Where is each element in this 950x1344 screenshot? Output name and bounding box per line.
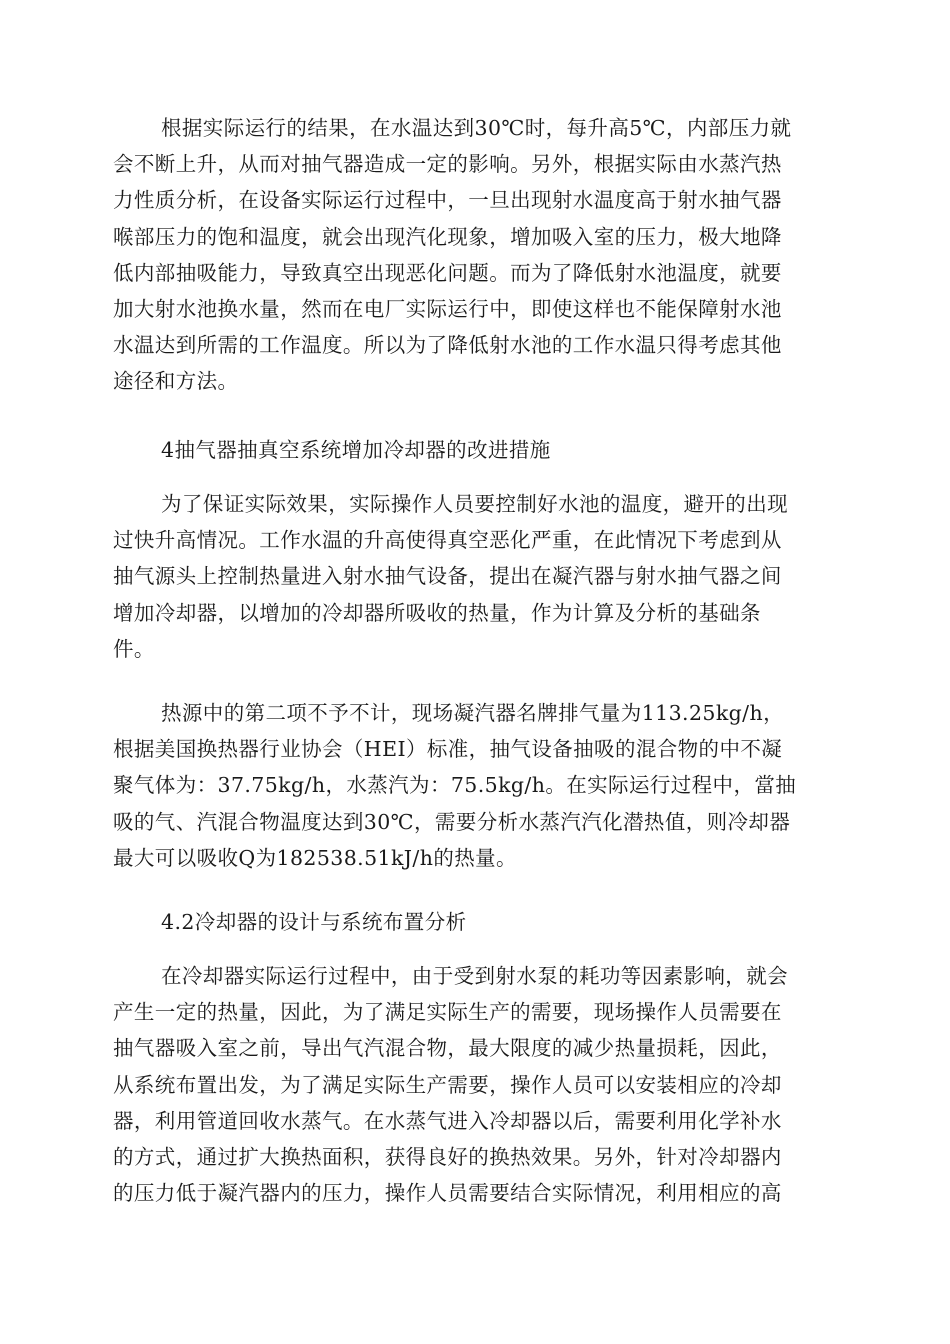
text-line: 低内部抽吸能力，导致真空出现恶化问题。而为了降低射水池温度，就要 bbox=[113, 260, 782, 285]
text-line: 抽气器吸入室之前，导出气汽混合物，最大限度的减少热量损耗，因此， bbox=[113, 1036, 782, 1061]
paragraph-ensure-actual-effect bbox=[113, 486, 833, 667]
text-line: 的压力低于凝汽器内的压力，操作人员需要结合实际情况，利用相应的高 bbox=[113, 1181, 782, 1206]
text-line: 吸的气、汽混合物温度达到30℃，需要分析水蒸汽汽化潜热值，则冷却器 bbox=[113, 809, 791, 834]
text-line: 水温达到所需的工作温度。所以为了降低射水池的工作水温只得考虑其他 bbox=[113, 333, 782, 358]
text-line: 热源中的第二项不予不计，现场凝汽器名牌排气量为113.25kg/h， bbox=[161, 701, 784, 725]
text-line: 为了保证实际效果，实际操作人员要控制好水池的温度，避开的出现 bbox=[161, 492, 788, 516]
text-line: 根据美国换热器行业协会（HEI）标准，抽气设备抽吸的混合物的中不凝 bbox=[113, 737, 783, 762]
paragraph-cooler-operation bbox=[113, 958, 833, 1211]
text-line: 加大射水池换水量，然而在电厂实际运行中，即使这样也不能保障射水池 bbox=[113, 296, 782, 321]
text-line: 件。 bbox=[113, 636, 155, 661]
text-line: 过快升高情况。工作水温的升高使得真空恶化严重，在此情况下考虑到从 bbox=[113, 528, 782, 553]
text-line: 聚气体为：37.75kg/h，水蒸汽为：75.5kg/h。在实际运行过程中，當抽 bbox=[113, 773, 797, 798]
section-heading: 4抽气器抽真空系统增加冷却器的改进措施 bbox=[161, 438, 551, 462]
paragraph-actual-operation-results bbox=[113, 110, 833, 400]
text-line: 途径和方法。 bbox=[113, 369, 239, 394]
text-line: 产生一定的热量，因此，为了满足实际生产的需要，现场操作人员需要在 bbox=[113, 1000, 782, 1025]
section-heading: 4.2冷却器的设计与系统布置分析 bbox=[161, 910, 467, 934]
paragraph-heat-source bbox=[113, 695, 833, 876]
text-line: 抽气源头上控制热量进入射水抽气设备，提出在凝汽器与射水抽气器之间 bbox=[113, 564, 782, 589]
text-line: 从系统布置出发，为了满足实际生产需要，操作人员可以安装相应的冷却 bbox=[113, 1072, 782, 1097]
section-heading-cooler-design bbox=[113, 904, 833, 940]
text-line: 根据实际运行的结果，在水温达到30℃时，每升高5℃，内部压力就 bbox=[161, 116, 792, 140]
text-line: 在冷却器实际运行过程中，由于受到射水泵的耗功等因素影响，就会 bbox=[161, 964, 788, 988]
section-heading-improvement-measures bbox=[113, 432, 833, 468]
text-line: 会不断上升，从而对抽气器造成一定的影响。另外，根据实际由水蒸汽热 bbox=[113, 152, 782, 177]
text-line: 增加冷却器，以增加的冷却器所吸收的热量，作为计算及分析的基础条 bbox=[113, 600, 761, 625]
text-line: 的方式，通过扩大换热面积，获得良好的换热效果。另外，针对冷却器内 bbox=[113, 1144, 782, 1169]
text-line: 力性质分析，在设备实际运行过程中，一旦出现射水温度高于射水抽气器 bbox=[113, 188, 782, 213]
text-line: 最大可以吸收Q为182538.51kJ/h的热量。 bbox=[113, 845, 517, 870]
text-line: 器，利用管道回收水蒸气。在水蒸气进入冷却器以后，需要利用化学补水 bbox=[113, 1108, 782, 1133]
text-line: 喉部压力的饱和温度，就会出现汽化现象，增加吸入室的压力，极大地降 bbox=[113, 224, 782, 249]
